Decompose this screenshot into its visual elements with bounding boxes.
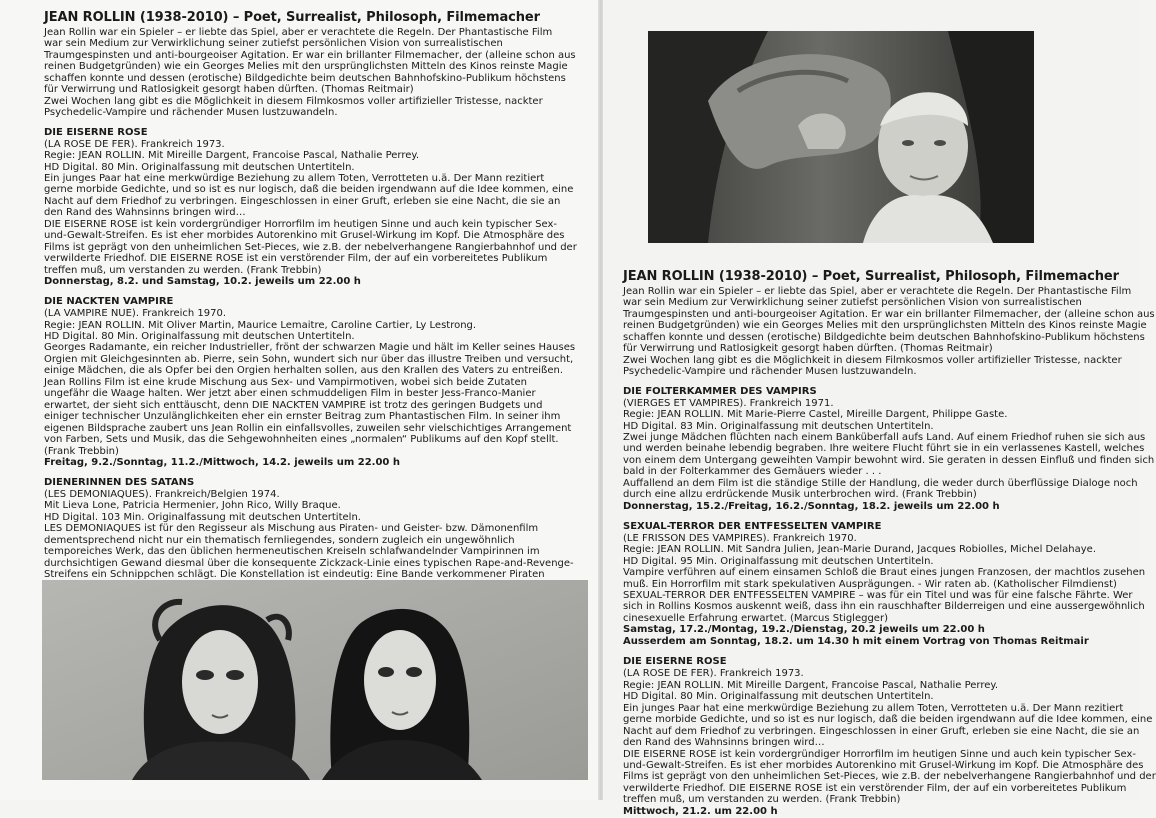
intro-line: für Verwirrung und Ratlosigkeit gesorgt haben dürften. (Thomas Reitmair) <box>44 84 414 96</box>
film-text-line: HD Digital. 80 Min. Originalfassung mit deutschen Untertiteln. <box>44 161 355 173</box>
film-text-line: gerne morbide Gedichte, und so ist es nur logisch, daß die beiden irgendwann auf die Idee kommen, eine <box>623 714 1153 726</box>
photo-masked-women <box>42 580 588 780</box>
film-text-line: und-Gewalt-Streifen. Es ist eher morbides Autorenkino mit Grusel-Wirkung im Kopf. Die Atmosphäre des <box>623 759 1144 771</box>
film-text-line: Regie: JEAN ROLLIN. Mit Oliver Martin, Maurice Lemaitre, Caroline Cartier, Ly Lestrong. <box>44 319 477 331</box>
film-text-line: HD Digital. 80 Min. Originalfassung mit deutschen Untertiteln. <box>623 691 934 703</box>
film-entry <box>623 656 1156 817</box>
intro-line: war sein Medium zur Verwirklichung seiner zutiefst persönlichen Vision von surrealistischen <box>44 38 503 50</box>
film-text-line: (LE FRISSON DES VAMPIRES). Frankreich 1970. <box>623 532 857 544</box>
film-text-line: erwartet, der sieht sich enttäuscht, denn DIE NACKTEN VAMPIRE ist trotz des geringen Budgets und <box>44 399 543 411</box>
intro-line: Zwei Wochen lang gibt es die Möglichkeit in diesem Filmkosmos voller artifizieller Tristesse, nackter <box>44 95 543 107</box>
film-text-line: HD Digital. 95 Min. Originalfassung mit deutschen Untertiteln. <box>623 555 934 567</box>
film-text-line: einige Mädchen, die als Opfer bei den Orgien herhalten sollen, aus den Krallen des Vaters zu entreißen. <box>44 365 564 377</box>
film-text-line: Ein junges Paar hat eine merkwürdige Beziehung zu allem Toten, Verrotteten u.ä. Der Mann rezitiert <box>44 172 545 184</box>
film-text-line: durch eine allzu erdrückende Musik unterbrochen wird. (Frank Trebbin) <box>623 489 977 501</box>
film-text-line: dementsprechend nicht nur ein thematisch fernliegendes, sondern zugleich ein ungewöhnlich <box>44 534 515 546</box>
film-text-line: (LA ROSE DE FER). Frankreich 1973. <box>623 668 804 680</box>
film-text-line: Mit Lieva Lone, Patricia Hermenier, John Rico, Willy Braque. <box>44 500 341 512</box>
intro-line: Traumgespinsten und anti-bourgeoiser Agitation. Er war ein brillanter Filmemacher, der (alleine schon aus <box>44 49 576 61</box>
film-text-line: SEXUAL-TERROR DER ENTFESSELTEN VAMPIRE – was für ein Titel und was für eine falsche Fährte. Wer <box>623 589 1133 601</box>
film-list-right <box>623 385 1156 818</box>
film-text-line: HD Digital. 103 Min. Originalfassung mit deutschen Untertiteln. <box>44 511 361 523</box>
film-text-line: Nacht auf dem Friedhof zu verbringen. Eingeschlossen in einer Gruft, erleben sie eine Nacht, die sie an <box>623 725 1140 737</box>
film-title: DIE NACKTEN VAMPIRE <box>44 296 174 308</box>
intro-line: reinen Budgetgründen) wie ein Georges Melies mit den ursprünglichsten Mitteln des Kinos reinste Magie <box>623 320 1147 332</box>
film-text-line: temporeiches Werk, das den üblichen hermeneutischen Kreiseln schlafwandelnder Vampirinnen im <box>44 546 540 558</box>
film-text-line: einiger technischer Unzulänglichkeiten eher ein ernster Beitrag zum Phantastischen Film. In seiner ihm <box>44 411 561 423</box>
film-text-line: Films ist geprägt von den unheimlichen Set-Pieces, wie z.B. der nebelverhangene Rangierbahnhof und der <box>623 771 1156 783</box>
film-schedule: Mittwoch, 21.2. um 22.00 h <box>623 805 778 817</box>
film-text-line: treffen muß, um verstanden zu werden. (Frank Trebbin) <box>44 264 322 276</box>
film-text-line: Ein junges Paar hat eine merkwürdige Beziehung zu allem Toten, Verrotteten u.ä. Der Mann rezitiert <box>623 702 1124 714</box>
film-text-line: den Rand des Wahnsinns bringen wird… <box>44 207 246 219</box>
intro-line: Jean Rollin war ein Spieler – er liebte das Spiel, aber er verachtete die Regeln. Der Phantastische Film <box>623 286 1132 297</box>
intro-line: Jean Rollin war ein Spieler – er liebte das Spiel, aber er verachtete die Regeln. Der Phantastische Film <box>44 27 553 38</box>
film-text-line: Regie: JEAN ROLLIN. Mit Marie-Pierre Castel, Mireille Dargent, Philippe Gaste. <box>623 409 1008 421</box>
film-text-line: Georges Radamante, ein reicher Industrieller, frönt der schwarzen Magie und hält im Keller seines Hauses <box>44 342 576 354</box>
film-text-line: HD Digital. 83 Min. Originalfassung mit deutschen Untertiteln. <box>623 420 934 432</box>
film-text-line: DIE EISERNE ROSE ist kein vordergründiger Horrorfilm im heutigen Sinne und auch kein typischer Sex- <box>44 218 558 230</box>
film-title: DIE EISERNE ROSE <box>623 656 727 668</box>
film-text-line: verwilderte Friedhof. DIE EISERNE ROSE ist ein verstörender Film, der auf ein vorbereitetes Publikum <box>623 782 1127 794</box>
film-schedule: Ausserdem am Sonntag, 18.2. um 14.30 h mit einem Vortrag von Thomas Reitmair <box>623 636 1089 648</box>
film-text-line: muß. Ein Horrorfilm mit stark spekulativen Ausprägungen. - Wir raten ab. (Katholischer Filmdienst) <box>623 578 1117 590</box>
film-text-line: Orgien mit Gleichgesinnten ab. Pierre, sein Sohn, wundert sich nur über das illustre Treiben und versucht, <box>44 353 574 365</box>
film-text-line: Regie: JEAN ROLLIN. Mit Sandra Julien, Jean-Marie Durand, Jacques Robiolles, Michel Delahaye. <box>623 544 1097 556</box>
intro-line: schaffen konnte und dessen (erotische) Bildgedichte beim deutschen Bahnhofskino-Publikum höchstens <box>44 72 566 84</box>
film-text-line: gerne morbide Gedichte, und so ist es nur logisch, daß die beiden irgendwann auf die Idee kommen, eine <box>44 184 574 196</box>
film-text-line: (LES DEMONIAQUES). Frankreich/Belgien 1974. <box>44 488 280 500</box>
page-title-right: JEAN ROLLIN (1938-2010) – Poet, Surrealist, Philosoph, Filmemacher <box>623 269 1119 284</box>
film-list-left <box>44 127 596 616</box>
film-text-line: Zwei junge Mädchen flüchten nach einem Banküberfall aufs Land. Auf einem Friedhof ruhen sie sich aus <box>623 431 1146 443</box>
film-schedule: Freitag, 9.2./Sonntag, 11.2./Mittwoch, 14.2. jeweils um 22.00 h <box>44 456 400 468</box>
intro-line: schaffen konnte und dessen (erotische) Bildgedichte beim deutschen Bahnhofskino-Publikum höchstens <box>623 331 1145 343</box>
film-text-line: eigenen Bildsprache zaubert uns Jean Rollin ein einfallsvolles, zuweilen sehr vielschichtiges Arrangement <box>44 422 572 434</box>
film-text-line: Nacht auf dem Friedhof zu verbringen. Eingeschlossen in einer Gruft, erleben sie eine Nacht, die sie an <box>44 195 561 207</box>
film-title: DIENERINNEN DES SATANS <box>44 476 195 488</box>
film-entry <box>623 520 1146 649</box>
film-text-line: cinesexuelle Erfahrung erwartet. (Marcus Stiglegger) <box>623 612 888 624</box>
photo-jean-rollin <box>648 31 1034 243</box>
intro-line: für Verwirrung und Ratlosigkeit gesorgt haben dürften. (Thomas Reitmair) <box>623 343 993 355</box>
film-text-line: Vampire verführen auf einem einsamen Schloß die Braut eines jungen Franzosen, der machtlos zusehen <box>623 567 1146 579</box>
film-text-line: Regie: JEAN ROLLIN. Mit Mireille Dargent, Francoise Pascal, Nathalie Perrey. <box>623 679 999 691</box>
film-text-line: bald in der Folterkammer des Gemäuers wieder . . . <box>623 466 882 478</box>
film-entry <box>623 385 1155 513</box>
film-schedule: Samstag, 17.2./Montag, 19.2./Dienstag, 20.2 jeweils um 22.00 h <box>623 624 985 636</box>
page-title-left: JEAN ROLLIN (1938-2010) – Poet, Surrealist, Philosoph, Filmemacher <box>44 10 540 25</box>
film-text-line: Regie: JEAN ROLLIN. Mit Mireille Dargent, Francoise Pascal, Nathalie Perrey. <box>44 150 420 162</box>
left-column <box>44 9 596 615</box>
film-text-line: und-Gewalt-Streifen. Es ist eher morbides Autorenkino mit Grusel-Wirkung im Kopf. Die Atmosphäre des <box>44 230 565 242</box>
film-entry <box>44 296 596 469</box>
film-text-line: durchsichtigen Gewand diesmal über die konsequente Zickzack-Linie eines typischen Rape-and-Revenge- <box>44 557 574 569</box>
film-text-line: Films ist geprägt von den unheimlichen Set-Pieces, wie z.B. der nebelverhangene Rangierbahnhof und der <box>44 241 577 253</box>
film-schedule: Donnerstag, 8.2. und Samstag, 10.2. jeweils um 22.00 h <box>44 276 361 288</box>
film-text-line: verwilderte Friedhof. DIE EISERNE ROSE ist ein verstörender Film, der auf ein vorbereitetes Publikum <box>44 253 548 265</box>
film-text-line: Streifens ein Schnippchen schlägt. Die Konstellation ist eindeutig: Eine Bande verkommener Piraten <box>44 569 545 581</box>
film-text-line: sich in Rollins Kosmos auskennt weiß, dass ihn ein rauschhafter Bilderreigen und eine aussergewöhnlich <box>623 601 1145 613</box>
film-title: DIE EISERNE ROSE <box>44 126 148 138</box>
intro-line: Traumgespinsten und anti-bourgeoiser Agitation. Er war ein brillanter Filmemacher, der (alleine schon aus <box>623 308 1155 320</box>
intro-line: Psychedelic-Vampire und rächender Musen lustzuwandeln. <box>623 366 917 378</box>
intro-text-right <box>623 286 1155 378</box>
intro-line: Psychedelic-Vampire und rächender Musen lustzuwandeln. <box>44 107 338 119</box>
film-schedule: Donnerstag, 15.2./Freitag, 16.2./Sonntag, 18.2. jeweils um 22.00 h <box>623 500 1000 512</box>
film-title: DIE FOLTERKAMMER DES VAMPIRS <box>623 385 817 397</box>
film-text-line: von einem dem Untergang geweihten Vampir bewohnt wird. Sie geraten in dessen Einfluß und finden sich <box>623 454 1155 466</box>
right-page <box>603 0 1156 817</box>
film-text-line: DIE EISERNE ROSE ist kein vordergründiger Horrorfilm im heutigen Sinne und auch kein typischer Sex- <box>623 748 1137 760</box>
film-text-line: LES DEMONIAQUES ist für den Regisseur als Mischung aus Piraten- und Geister- bzw. Dämonenfilm <box>44 523 539 535</box>
film-text-line: Jean Rollins Film ist eine krude Mischung aus Sex- und Vampirmotiven, wobei sich beide Zutaten <box>44 376 527 388</box>
intro-line: war sein Medium zur Verwirklichung seiner zutiefst persönlichen Vision von surrealistischen <box>623 297 1082 309</box>
film-text-line: und werden beinahe lebendig begraben. Ihre weitere Flucht führt sie in ein verlassenes Kastell, welches <box>623 443 1145 455</box>
film-title: SEXUAL-TERROR DER ENTFESSELTEN VAMPIRE <box>623 520 882 532</box>
film-text-line: Auffallend an dem Film ist die ständige Stille der Handlung, die weder durch überflüssige Dialoge noch <box>623 477 1138 489</box>
film-text-line: HD Digital. 80 Min. Originalfassung mit deutschen Untertiteln. <box>44 330 355 342</box>
film-entry <box>44 127 596 288</box>
film-text-line: den Rand des Wahnsinns bringen wird… <box>623 737 825 749</box>
film-text-line: treffen muß, um verstanden zu werden. (Frank Trebbin) <box>623 794 901 806</box>
film-text-line: (LA VAMPIRE NUE). Frankreich 1970. <box>44 308 227 320</box>
intro-line: Zwei Wochen lang gibt es die Möglichkeit in diesem Filmkosmos voller artifizieller Tristesse, nackter <box>623 354 1122 366</box>
right-column <box>623 268 1156 818</box>
film-text-line: (LA ROSE DE FER). Frankreich 1973. <box>44 138 225 150</box>
intro-line: reinen Budgetgründen) wie ein Georges Melies mit den ursprünglichsten Mitteln des Kinos reinste Magie <box>44 61 568 73</box>
film-text-line: ungefähr die Waage halten. Wer jetzt aber einen schmuddeligen Film in bester Jess-Franco-Manier <box>44 388 536 400</box>
film-text-line: (Frank Trebbin) <box>44 445 119 457</box>
film-text-line: (VIERGES ET VAMPIRES). Frankreich 1971. <box>623 397 834 409</box>
intro-text-left <box>44 27 596 119</box>
film-text-line: von Farben, Sets und Musik, das die Sehgewohnheiten eines „normalen“ Publikums auf den Kopf stellt. <box>44 434 559 446</box>
